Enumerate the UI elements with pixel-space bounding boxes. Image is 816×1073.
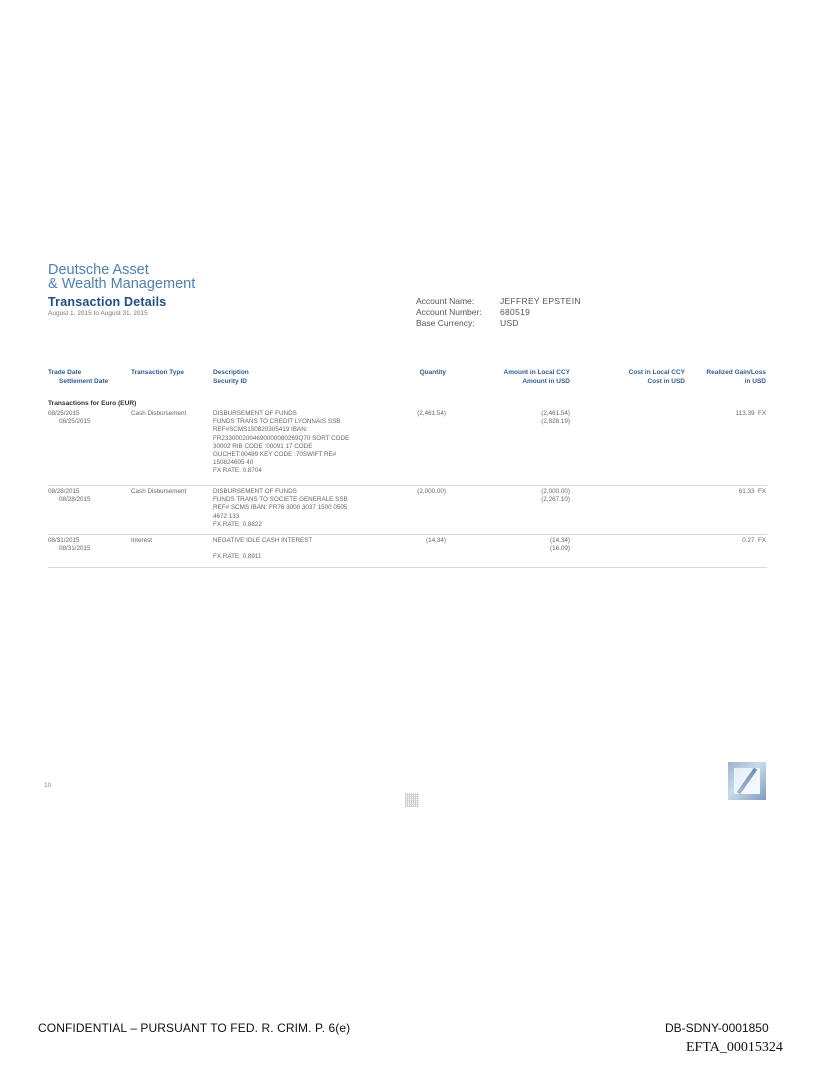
row3-trade-date: 08/31/2015 xyxy=(48,537,80,544)
row3-desc-line: NEGATIVE IDLE CASH INTEREST xyxy=(213,537,313,544)
row1-desc-line: GUCHET:00489 KEY CODE :70SWIFT RE# xyxy=(213,451,337,459)
row-divider xyxy=(48,567,767,568)
header-gain-loss-sublabel: in USD xyxy=(744,377,766,385)
qr-code-icon xyxy=(405,793,419,807)
row1-dates xyxy=(48,410,91,426)
row1-desc-line: 150824605 40 xyxy=(213,459,254,467)
row2-desc-line: 4672 133 xyxy=(213,512,240,520)
row1-desc-line: FR2330002004690000080269Q70 SORT CODE xyxy=(213,434,350,442)
row2-trade-date: 08/28/2015 xyxy=(48,488,80,495)
row1-type: Cash Disbursement xyxy=(131,410,187,417)
account-info xyxy=(416,296,581,329)
deutsche-bank-logo-icon xyxy=(728,762,766,800)
row1-desc-line: FUNDS TRANS TO CREDIT LYONNAIS SSB xyxy=(213,418,341,426)
row-divider xyxy=(48,485,767,486)
row2-settlement-date: 08/28/2015 xyxy=(59,496,91,504)
account-number-value: 680519 xyxy=(500,307,531,317)
row2-type: Cash Disbursement xyxy=(131,488,187,495)
row2-dates xyxy=(48,488,91,504)
row2-amount-usd: (2,267.10) xyxy=(541,496,570,504)
row3-type: Interest xyxy=(131,537,152,544)
row3-dates xyxy=(48,537,91,553)
row1-desc-line: REF#SCMS150820305419 IBAN: xyxy=(213,426,308,434)
base-currency-row xyxy=(416,318,581,329)
row2-fx-rate: FX RATE: 0.8822 xyxy=(213,520,262,528)
row1-desc-line: DISBURSEMENT OF FUNDS xyxy=(213,410,297,417)
row2-amount-local: (2,000.00) xyxy=(541,488,570,495)
row3-amount-local: (14.34) xyxy=(550,537,570,544)
row2-desc-line: DISBURSEMENT OF FUNDS xyxy=(213,488,297,495)
base-currency-label: Base Currency: xyxy=(416,318,475,328)
row1-gain-value: 113.39 xyxy=(735,410,755,417)
header-gain-loss xyxy=(690,369,766,386)
row1-amount-usd: (2,828.19) xyxy=(541,418,570,426)
brand-logo-line1: Deutsche Asset xyxy=(48,262,149,278)
row1-amount xyxy=(470,410,570,426)
row1-settlement-date: 08/25/2015 xyxy=(59,418,91,426)
account-number-row xyxy=(416,307,581,318)
row2-desc-line: REF# SCMS IBAN: FR76 3000 3037 1500 0505 xyxy=(213,504,348,512)
header-settlement-date-label: Settlement Date xyxy=(59,377,109,385)
header-cost-local-label: Cost in Local CCY xyxy=(628,369,685,376)
currency-group-label: Transactions for Euro (EUR) xyxy=(48,400,137,407)
header-amount-usd-label: Amount in USD xyxy=(522,377,570,385)
row3-gain-loss xyxy=(690,537,766,545)
header-cost xyxy=(585,369,685,386)
row3-amount-usd: (16.09) xyxy=(550,545,570,553)
page-title: Transaction Details xyxy=(48,295,167,309)
header-amount xyxy=(470,369,570,386)
row2-amount xyxy=(470,488,570,504)
row1-quantity: (2,461.54) xyxy=(417,410,446,417)
brand-logo xyxy=(48,263,195,291)
header-security-id-label: Security ID xyxy=(213,377,247,385)
row1-amount-local: (2,461.54) xyxy=(541,410,570,417)
header-description-label: Description xyxy=(213,369,249,376)
account-name-label: Account Name: xyxy=(416,296,475,306)
row2-description xyxy=(213,488,348,529)
header-gain-loss-label: Realized Gain/Loss xyxy=(706,369,766,376)
base-currency-value: USD xyxy=(500,318,519,328)
header-transaction-type: Transaction Type xyxy=(131,369,184,376)
header-quantity: Quantity xyxy=(419,369,446,376)
row2-gain-loss xyxy=(690,488,766,496)
header-amount-local-label: Amount in Local CCY xyxy=(503,369,570,376)
row1-trade-date: 08/25/2015 xyxy=(48,410,80,417)
row2-gain-ccy: FX xyxy=(757,488,766,495)
page-number: 10 xyxy=(44,782,52,789)
row2-gain-value: 61.33 xyxy=(738,488,755,495)
row3-quantity: (14.34) xyxy=(426,537,446,544)
row2-quantity: (2,000.00) xyxy=(417,488,446,495)
row1-fx-rate: FX RATE: 0.8704 xyxy=(213,467,262,475)
row3-amount xyxy=(470,537,570,553)
row1-gain-loss xyxy=(690,410,766,418)
row3-fx-rate: FX RATE: 0.8911 xyxy=(213,553,262,561)
bates-number: DB-SDNY-0001850 xyxy=(665,1021,769,1035)
statement-period: August 1, 2015 to August 31, 2015 xyxy=(48,310,148,317)
row-divider xyxy=(48,534,767,535)
account-number-label: Account Number: xyxy=(416,307,482,317)
row3-gain-value: 0.27 xyxy=(742,537,755,544)
header-cost-usd-label: Cost in USD xyxy=(647,377,685,385)
header-trade-date-label: Trade Date xyxy=(48,369,82,376)
row3-description xyxy=(213,537,312,562)
row3-desc-line xyxy=(213,545,312,553)
row3-settlement-date: 08/31/2015 xyxy=(59,545,91,553)
confidential-notice: CONFIDENTIAL – PURSUANT TO FED. R. CRIM. P. 6(e) xyxy=(38,1021,351,1035)
account-name-row xyxy=(416,296,581,307)
row1-desc-line: 30002 RIB CODE :00091 17 CODE xyxy=(213,442,313,450)
row1-description xyxy=(213,410,349,476)
row1-gain-ccy: FX xyxy=(757,410,766,417)
row2-desc-line: FUNDS TRANS TO SOCIETE GENERALE SSB xyxy=(213,496,348,504)
account-name-value: JEFFREY EPSTEIN xyxy=(500,296,581,306)
row3-gain-ccy: FX xyxy=(757,537,766,544)
header-description xyxy=(213,369,249,386)
header-trade-date xyxy=(48,369,108,386)
efta-number: EFTA_00015324 xyxy=(686,1040,783,1055)
brand-logo-line2: & Wealth Management xyxy=(48,276,196,292)
